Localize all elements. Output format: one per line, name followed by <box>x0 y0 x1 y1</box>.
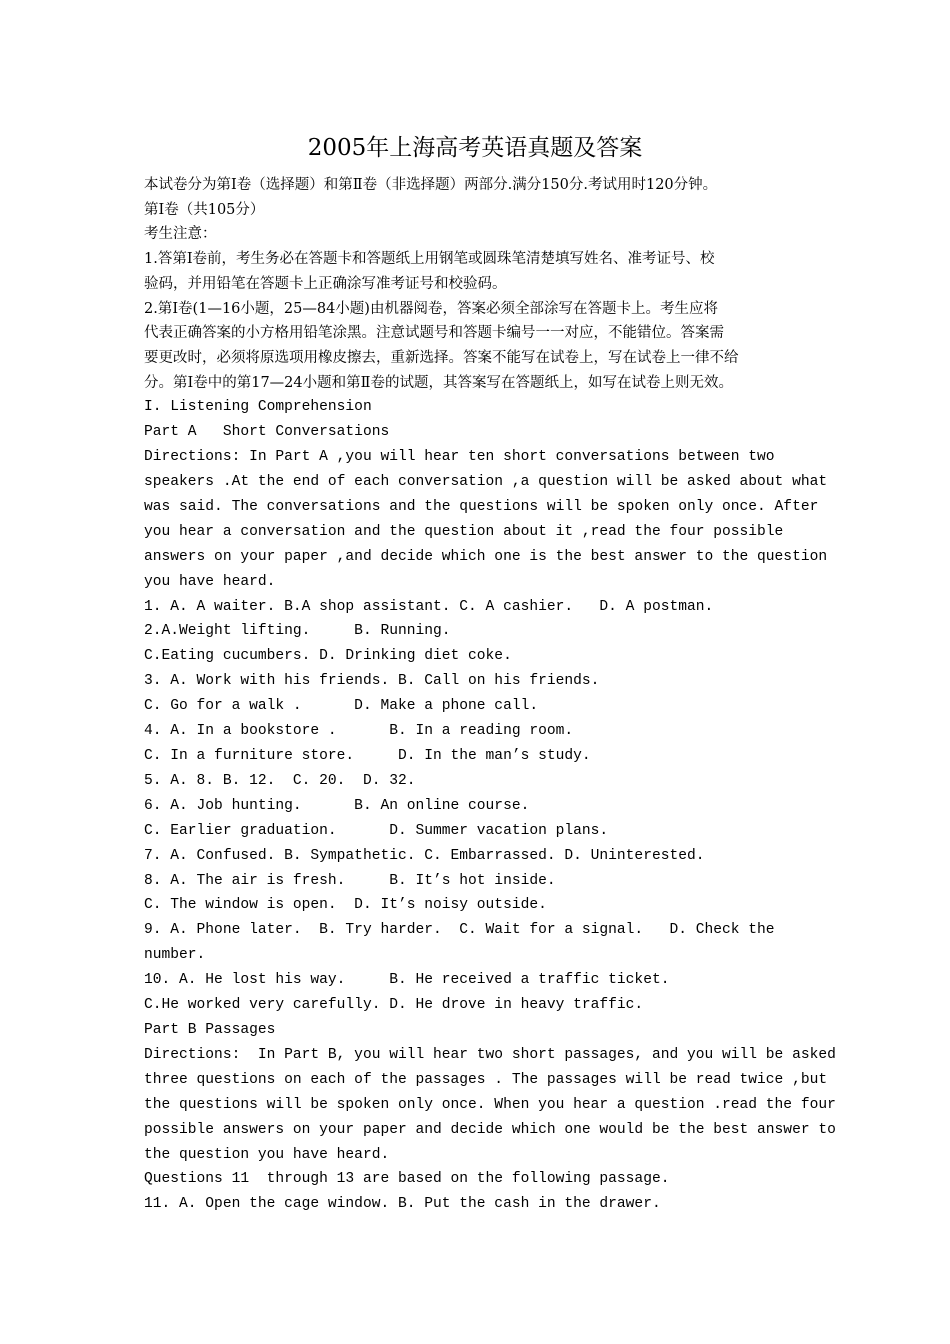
notice2-line: 代表正确答案的小方格用铅笔涂黑。注意试题号和答题卡编号一一对应，不能错位。答案需 <box>144 325 724 342</box>
partA-directions-line: Directions: In Part A ,you will hear ten short conversations between two <box>144 449 775 466</box>
question-line: 7. A. Confused. B. Sympathetic. C. Embarrassed. D. Uninterested. <box>144 847 705 864</box>
question-line: 1. A. A waiter. B.A shop assistant. C. A cashier. D. A postman. <box>144 598 714 615</box>
question-line: number. <box>144 947 206 964</box>
partB-line: Questions 11 through 13 are based on the following passage. <box>144 1171 670 1188</box>
notice-label: 考生注意： <box>144 226 217 243</box>
question-line: 2.A.Weight lifting. B. Running. <box>144 623 451 640</box>
partA-directions-line: you have heard. <box>144 573 276 590</box>
partA-heading: Part A Short Conversations <box>144 424 390 441</box>
question-line: 8. A. The air is fresh. B. It’s hot inside. <box>144 872 556 889</box>
question-line: C. Go for a walk . D. Make a phone call. <box>144 698 539 715</box>
partA-directions-line: speakers .At the end of each conversation ,a question will be asked about what <box>144 474 828 491</box>
notice1-line: 验码，并用铅笔在答题卡上正确涂写准考证号和校验码。 <box>144 275 507 292</box>
question-line: 4. A. In a bookstore . B. In a reading room. <box>144 723 574 740</box>
partB-directions-line: three questions on each of the passages . The passages will be read twice ,but <box>144 1071 828 1088</box>
question-line: 6. A. Job hunting. B. An online course. <box>144 797 530 814</box>
partA-directions-line: answers on your paper ,and decide which one is the best answer to the question <box>144 548 828 565</box>
question-line: C.He worked very carefully. D. He drove in heavy traffic. <box>144 997 644 1014</box>
question-line: 5. A. 8. B. 12. C. 20. D. 32. <box>144 772 416 789</box>
partA-directions-line: you hear a conversation and the question about it ,read the four possible <box>144 523 784 540</box>
question-line: 3. A. Work with his friends. B. Call on his friends. <box>144 673 600 690</box>
question-line: C. In a furniture store. D. In the man’s study. <box>144 748 591 765</box>
partA-directions-line: was said. The conversations and the questions will be spoken only once. After <box>144 498 819 515</box>
partB-directions-line: possible answers on your paper and decide which one would be the best answer to <box>144 1121 836 1138</box>
question-line: C. The window is open. D. It’s noisy outside. <box>144 897 547 914</box>
exam-intro: 本试卷分为第Ⅰ卷（选择题）和第Ⅱ卷（非选择题）两部分.满分150分.考试用时120分钟。 <box>144 177 718 193</box>
partB-directions-line: Directions: In Part B, you will hear two short passages, and you will be asked <box>144 1046 836 1063</box>
part1-heading: 第Ⅰ卷（共105分） <box>144 201 265 218</box>
partB-line: 11. A. Open the cage window. B. Put the cash in the drawer. <box>144 1196 661 1213</box>
partB-heading: Part B Passages <box>144 1021 276 1038</box>
notice2-line: 要更改时，必须将原选项用橡皮擦去，重新选择。答案不能写在试卷上，写在试卷上一律不给 <box>144 349 739 366</box>
notice2-line: 分。第Ⅰ卷中的第17—24小题和第Ⅱ卷的试题，其答案写在答题纸上，如写在试卷上则无效。 <box>144 374 733 391</box>
partB-directions-line: the question you have heard. <box>144 1146 390 1163</box>
notice2-line: 2.第Ⅰ卷(1—16小题，25—84小题)由机器阅卷，答案必须全部涂写在答题卡上。考生应将 <box>144 300 718 317</box>
question-line: C. Earlier graduation. D. Summer vacation plans. <box>144 822 609 839</box>
question-line: 10. A. He lost his way. B. He received a traffic ticket. <box>144 972 670 989</box>
notice1-line: 1.答第Ⅰ卷前，考生务必在答题卡和答题纸上用钢笔或圆珠笔清楚填写姓名、准考证号、校 <box>144 251 715 268</box>
question-line: C.Eating cucumbers. D. Drinking diet coke. <box>144 648 512 665</box>
exam-body <box>144 173 836 1217</box>
exam-title: 2005年上海高考英语真题及答案 <box>307 135 643 161</box>
section-heading: I. Listening Comprehension <box>144 399 372 416</box>
question-line: 9. A. Phone later. B. Try harder. C. Wait for a signal. D. Check the <box>144 922 775 939</box>
partB-directions-line: the questions will be spoken only once. When you hear a question .read the four <box>144 1096 836 1113</box>
